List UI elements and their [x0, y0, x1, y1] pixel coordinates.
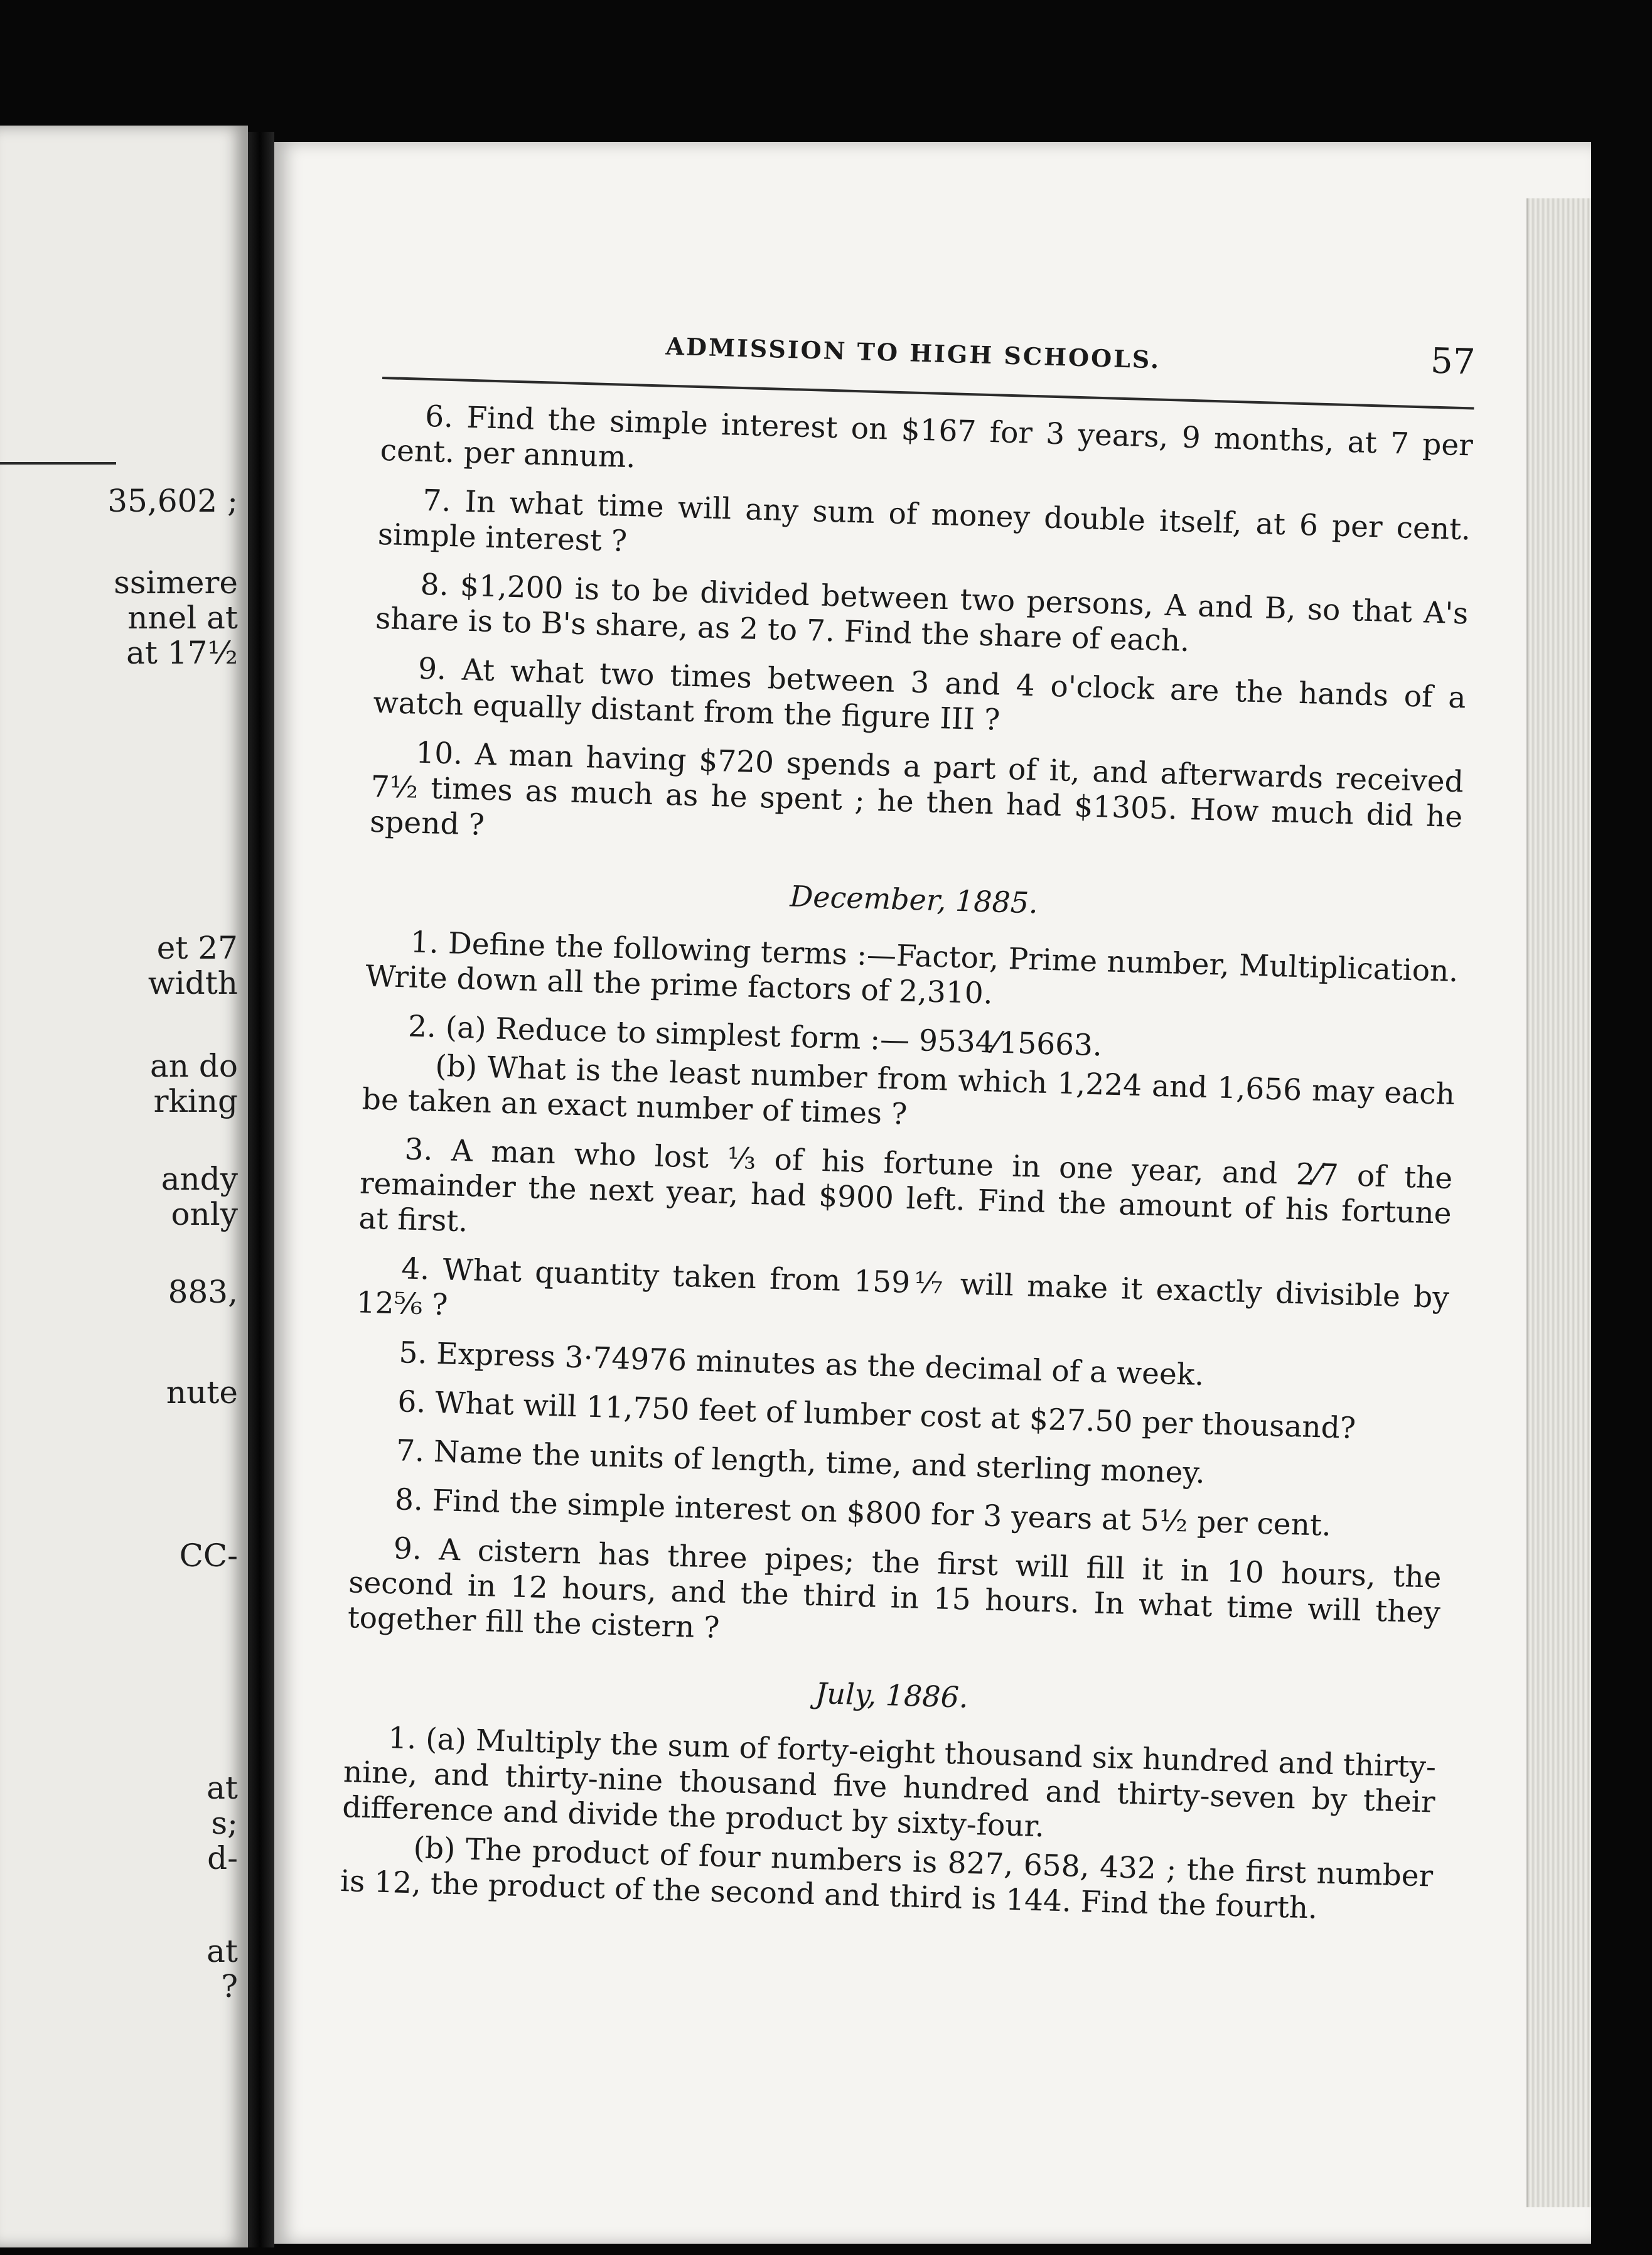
section-heading-july-1886: July, 1886. — [815, 1676, 969, 1714]
left-fragment: nute — [166, 1374, 238, 1411]
question-9: 9. At what two times between 3 and 4 o'clock are the hands of a watch equally distant from the figure III ? — [372, 651, 1467, 738]
left-fragment: et 27 — [156, 930, 238, 966]
left-fragment: at — [206, 1933, 238, 1969]
left-fragment: ? — [221, 1968, 238, 2005]
dec-question-1: 1. Define the following terms :—Factor, Prime number, Multiplication. Write down all the prime factors of 2,310. — [365, 925, 1459, 1011]
july-question-1a: 1. (a) Multiply the sum of forty-eight thousand six hundred and thirty-nine, and thirty-nine thousand five hundred and thirty-seven by their difference and divide the product by sixty-four. — [341, 1721, 1437, 1844]
left-fragment: andy — [161, 1161, 238, 1197]
left-fragment: width — [148, 965, 238, 1001]
left-fragment: rking — [153, 1083, 238, 1119]
left-fragment: 35,602 ; — [107, 483, 238, 519]
left-fragment: d- — [207, 1840, 238, 1876]
left-fragment: only — [171, 1196, 238, 1232]
left-fragment: at 17½ — [126, 635, 238, 671]
dec-question-9: 9. A cistern has three pipes; the first will fill it in 10 hours, the second in 12 hours, and the third in 15 hours. In what time will they together fill the cistern ? — [347, 1531, 1442, 1645]
question-7: 7. In what time will any sum of money double itself, at 6 per cent. simple interest ? — [377, 483, 1471, 559]
july-question-1b: (b) The product of four numbers is 827, 658, 432 ; the first number is 12, the product of the second and third is 144. Find the fourth. — [340, 1831, 1434, 1926]
section-heading-december-1885: December, 1885. — [789, 879, 1039, 920]
previous-page — [0, 126, 248, 2247]
page-content — [340, 311, 1476, 1944]
left-fragment: CC- — [179, 1537, 238, 1574]
question-6: 6. Find the simple interest on $167 for 3 years, 9 months, at 7 per cent. per annum. — [380, 399, 1474, 475]
running-head — [382, 311, 1476, 399]
question-10: 10. A man having $720 spends a part of it, and afterwards received 7½ times as much as he spent ; he then had $1305. How much did he spend ? — [369, 735, 1464, 842]
left-fragment: nnel at — [127, 600, 238, 636]
dec-question-2a: 2. (a) Reduce to simplest form :— 9534⁄15663. — [407, 1009, 1103, 1063]
page-57 — [274, 142, 1591, 2244]
left-fragment: at — [206, 1770, 238, 1806]
previous-page-rule — [0, 462, 116, 465]
dec-question-4: 4. What quantity taken from 159⅐ will make it exactly divisible by 12⅚ ? — [356, 1251, 1450, 1323]
dec-question-8: 8. Find the simple interest on $800 for 3 years at 5½ per cent. — [394, 1482, 1332, 1543]
dec-question-2b: (b) What is the least number from which 1,224 and 1,656 may each be taken an exact number of times ? — [362, 1048, 1456, 1132]
book-gutter — [248, 132, 274, 2247]
left-fragment: ssimere — [114, 564, 238, 601]
question-8: 8. $1,200 is to be divided between two persons, A and B, so that A's share is to B's share, as 2 to 7. Find the share of each. — [375, 567, 1469, 659]
page-edges — [1526, 198, 1591, 2207]
dec-question-3: 3. A man who lost ⅓ of his fortune in one year, and 2⁄7 of the remainder the next year, had $900 left. Find the amount of his fortune at first. — [358, 1132, 1453, 1239]
left-fragment: an do — [149, 1048, 238, 1084]
running-title: ADMISSION TO HIGH SCHOOLS. — [665, 331, 1161, 374]
left-fragment: 883, — [168, 1274, 238, 1310]
dec-question-6: 6. What will 11,750 feet of lumber cost at $27.50 per thousand? — [397, 1384, 1356, 1446]
page-number: 57 — [1430, 340, 1476, 383]
dec-question-7: 7. Name the units of length, time, and sterling money. — [395, 1433, 1206, 1491]
left-fragment: s; — [211, 1805, 238, 1841]
dec-question-5: 5. Express 3·74976 minutes as the decimal of a week. — [398, 1335, 1204, 1393]
